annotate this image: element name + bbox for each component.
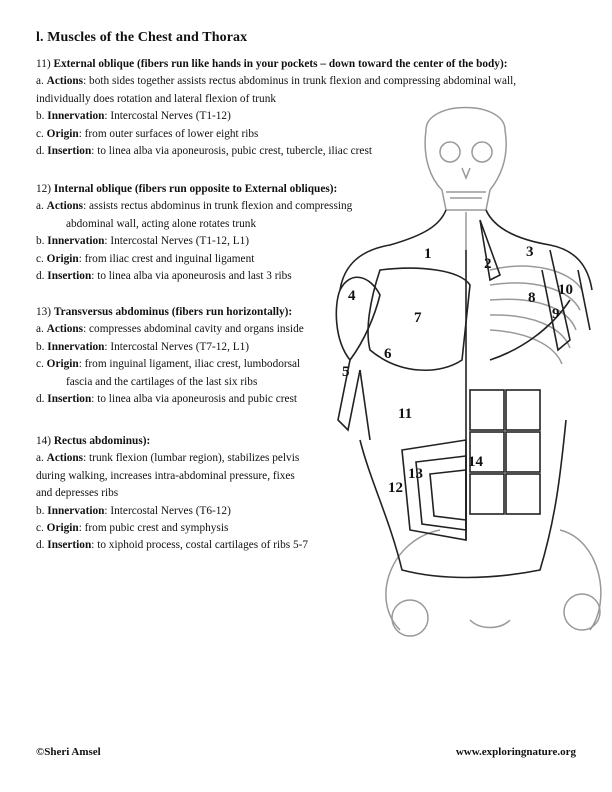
copyright-footer: ©Sheri Amsel — [36, 746, 101, 758]
diagram-label-5: 5 — [342, 364, 350, 380]
text: : to xiphoid process, costal cartilages of ribs 5-7 — [91, 539, 309, 552]
diagram-label-14: 14 — [468, 454, 483, 470]
prefix: b. — [36, 340, 48, 353]
muscle-11-name: External oblique (fibers run like hands in your pockets – down toward the center of the body): — [53, 58, 508, 70]
prefix: c. — [36, 127, 47, 140]
text: : Intercostal Nerves (T1-12, L1) — [104, 235, 250, 248]
diagram-label-2: 2 — [484, 256, 492, 272]
label: Origin — [46, 522, 79, 535]
label: Origin — [46, 358, 79, 371]
text: : assists rectus abdominus in trunk flexion and compressing — [83, 200, 353, 213]
page-title: l. Muscles of the Chest and Thorax — [36, 30, 248, 45]
muscle-14-section — [36, 433, 346, 555]
muscle-13-insertion — [36, 391, 336, 408]
label: Innervation — [47, 110, 105, 123]
text: : compresses abdominal cavity and organs inside — [83, 323, 304, 336]
text: : from inguinal ligament, iliac crest, lumbodorsal — [78, 358, 301, 371]
label: Innervation — [47, 235, 105, 248]
muscle-12-number: 12) — [36, 183, 52, 195]
diagram-label-11: 11 — [398, 406, 413, 422]
label: Origin — [46, 252, 79, 265]
text: : from outer surfaces of lower eight ribs — [78, 127, 259, 140]
muscle-12-name: Internal oblique (fibers run opposite to External obliques): — [53, 183, 338, 195]
muscle-outlines — [336, 210, 592, 578]
diagram-label-12: 12 — [388, 480, 403, 496]
prefix: a. — [36, 200, 47, 213]
diagram-label-8: 8 — [528, 290, 536, 306]
label: Origin — [46, 127, 79, 140]
label: Actions — [46, 323, 84, 336]
prefix: d. — [36, 539, 48, 552]
text: : both sides together assists rectus abdominus in trunk flexion and compressing abdominal wall, — [83, 75, 517, 88]
muscle-14-insertion — [36, 537, 346, 554]
label: Innervation — [47, 340, 105, 353]
muscle-13-origin-cont: fascia and the cartilages of the last six ribs — [66, 375, 258, 388]
prefix: c. — [36, 358, 47, 371]
diagram-label-6: 6 — [384, 346, 392, 362]
website-footer: www.exploringnature.org — [455, 746, 576, 758]
label: Insertion — [47, 270, 92, 283]
text: : trunk flexion (lumbar region), stabilizes pelvis — [83, 452, 300, 465]
prefix: d. — [36, 270, 48, 283]
diagram-label-13: 13 — [408, 466, 423, 482]
muscle-14-actions — [36, 450, 346, 467]
text: : from iliac crest and inguinal ligament — [78, 252, 255, 265]
label: Actions — [46, 200, 84, 213]
muscle-14-actions-cont: during walking, increases intra-abdominal pressure, fixes — [36, 469, 295, 482]
text: : Intercostal Nerves (T6-12) — [104, 504, 231, 517]
diagram-label-1: 1 — [424, 246, 432, 262]
diagram-label-10: 10 — [558, 282, 573, 298]
muscle-13-name: Transversus abdominus (fibers run horizontally): — [53, 306, 293, 318]
prefix: a. — [36, 323, 47, 336]
text: : to linea alba via aponeurosis and pubic crest — [91, 393, 298, 406]
text: : to linea alba via aponeurosis, pubic crest, tubercle, iliac crest — [91, 145, 372, 158]
muscle-13-section — [36, 304, 336, 408]
muscle-14-origin — [36, 520, 346, 537]
muscle-13-number: 13) — [36, 306, 52, 318]
prefix: d. — [36, 393, 48, 406]
label: Innervation — [47, 504, 105, 517]
text: : to linea alba via aponeurosis and last 3 ribs — [91, 270, 292, 283]
diagram-label-9: 9 — [552, 306, 560, 322]
prefix: b. — [36, 235, 48, 248]
prefix: b. — [36, 110, 48, 123]
muscle-13-actions — [36, 321, 336, 338]
muscle-13-heading — [36, 304, 336, 321]
prefix: c. — [36, 252, 47, 265]
diagram-label-3: 3 — [526, 244, 534, 260]
diagram-label-4: 4 — [348, 288, 356, 304]
prefix: a. — [36, 75, 47, 88]
label: Actions — [46, 75, 84, 88]
label: Insertion — [47, 145, 92, 158]
muscle-11-number: 11) — [36, 58, 51, 70]
text: : Intercostal Nerves (T7-12, L1) — [104, 340, 250, 353]
prefix: c. — [36, 522, 47, 535]
muscle-11-actions — [36, 73, 576, 90]
muscle-11-heading — [36, 56, 576, 73]
label: Insertion — [47, 393, 92, 406]
muscle-13-origin — [36, 356, 336, 373]
torso-muscle-diagram — [330, 100, 612, 640]
muscle-14-name: Rectus abdominus): — [53, 435, 151, 447]
muscle-14-number: 14) — [36, 435, 52, 447]
muscle-14-heading — [36, 433, 346, 450]
diagram-label-7: 7 — [414, 310, 422, 326]
muscle-12-actions-cont: abdominal wall, acting alone rotates trunk — [66, 217, 257, 230]
prefix: d. — [36, 145, 48, 158]
muscle-11-actions-cont: individually does rotation and lateral flexion of trunk — [36, 92, 276, 105]
muscle-14-innervation — [36, 503, 346, 520]
skeleton-outline — [386, 108, 601, 637]
label: Insertion — [47, 539, 92, 552]
prefix: a. — [36, 452, 47, 465]
label: Actions — [46, 452, 84, 465]
text: : from pubic crest and symphysis — [78, 522, 229, 535]
text: : Intercostal Nerves (T1-12) — [104, 110, 231, 123]
muscle-14-actions-cont2: and depresses ribs — [36, 487, 119, 500]
prefix: b. — [36, 504, 48, 517]
muscle-13-innervation — [36, 339, 336, 356]
